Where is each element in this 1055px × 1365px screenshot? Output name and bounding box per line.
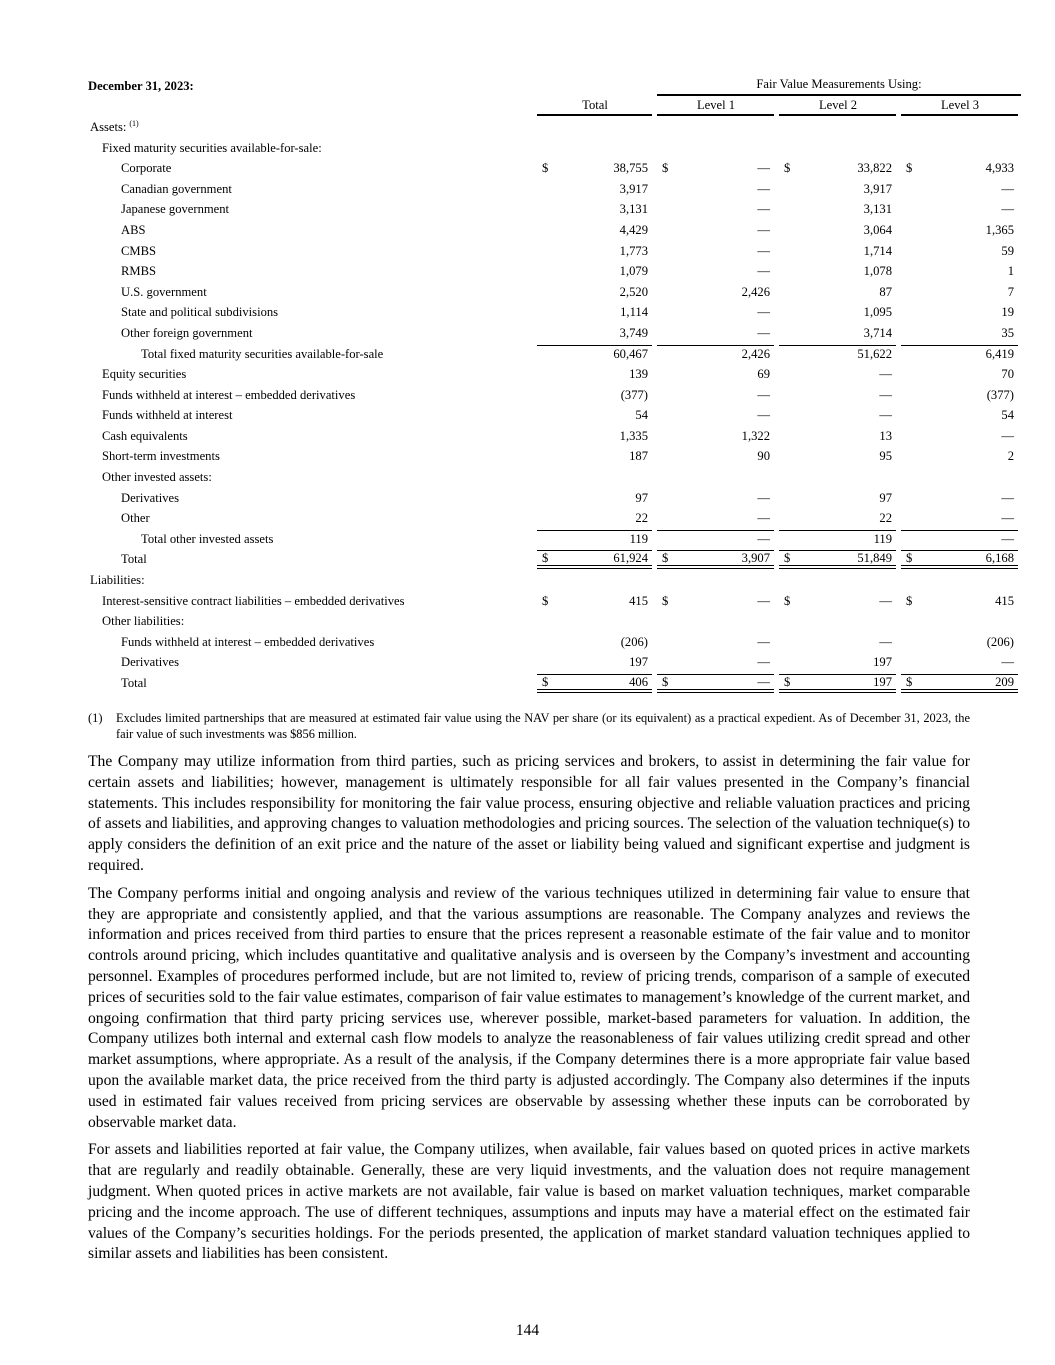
table-row (88, 200, 1021, 221)
currency-symbol: $ (906, 161, 913, 176)
currency-symbol: $ (542, 674, 549, 689)
cell-value: 70 (1001, 367, 1014, 382)
cell-value: — (757, 264, 770, 279)
cell-value: — (757, 490, 770, 505)
cell-value: 6,168 (985, 550, 1014, 565)
cell-value: — (757, 181, 770, 196)
cell-value: — (879, 634, 892, 649)
table-row (88, 117, 1021, 138)
cell-value: 209 (995, 674, 1014, 689)
currency-symbol: $ (784, 550, 791, 565)
cell-value: — (1001, 181, 1014, 196)
cell-value: 90 (757, 449, 770, 464)
currency-symbol: $ (784, 161, 791, 176)
cell-value: 2,426 (741, 284, 770, 299)
table-row (88, 447, 1021, 468)
cell-value: 51,622 (857, 347, 892, 362)
row-label: Equity securities (102, 367, 187, 382)
table-row (88, 488, 1021, 509)
row-label: ABS (121, 222, 146, 237)
cell-value: — (1001, 532, 1014, 547)
table-row (88, 653, 1021, 674)
cell-value: 7 (1007, 284, 1014, 299)
cell-value: — (757, 634, 770, 649)
cell-value: 3,131 (863, 202, 892, 217)
table-row (88, 426, 1021, 447)
cell-value: — (757, 511, 770, 526)
table-row (88, 591, 1021, 612)
cell-value: 415 (995, 593, 1014, 608)
cell-value: 415 (629, 593, 648, 608)
cell-value: 187 (629, 449, 648, 464)
cell-value: (206) (620, 634, 648, 649)
paragraph: For assets and liabilities reported at fair value, the Company utilizes, when available, fair values based on quoted prices in active markets that are regularly and readily obtainable. Generally, these are very liquid investments, and the valuation does not require management judgment. When quoted prices in active markets are not available, fair value is based on market valuation techniques, market comparable pricing and the income approach. The use of different techniques, assumptions and inputs may have a material effect on the estimated fair values of the Company’s securities holdings. For the periods presented, the application of market standard valuation techniques applied to similar assets and liabilities has been consistent. (88, 1141, 970, 1263)
cell-value: 1,079 (619, 264, 648, 279)
table-column-header-row (88, 97, 1021, 118)
cell-value: 1,078 (863, 264, 892, 279)
cell-value: — (757, 222, 770, 237)
row-label: Total fixed maturity securities available-for-sale (141, 346, 384, 361)
cell-value: 1,714 (863, 243, 892, 258)
cell-value: 13 (879, 428, 892, 443)
cell-value: 1,114 (620, 305, 648, 320)
cell-value: (377) (620, 387, 648, 402)
table-row (88, 241, 1021, 262)
cell-value: 61,924 (613, 550, 648, 565)
currency-symbol: $ (784, 593, 791, 608)
cell-value: 95 (879, 449, 892, 464)
fair-value-table (88, 76, 1021, 694)
row-label: Other (121, 511, 150, 526)
cell-value: — (1001, 655, 1014, 670)
cell-value: 2,426 (741, 347, 770, 362)
row-label: CMBS (121, 243, 157, 258)
currency-symbol: $ (906, 593, 913, 608)
table-row (88, 611, 1021, 632)
cell-value: 38,755 (613, 161, 648, 176)
table-row (88, 364, 1021, 385)
cell-value: 3,064 (863, 222, 892, 237)
table-row (88, 529, 1021, 550)
cell-value: 1,335 (619, 428, 648, 443)
currency-symbol: $ (662, 674, 669, 689)
cell-value: 69 (757, 367, 770, 382)
cell-value: 197 (873, 655, 892, 670)
row-label: RMBS (121, 264, 157, 279)
cell-value: 406 (629, 674, 648, 689)
row-label: Assets: (90, 120, 127, 135)
cell-value: 1,773 (619, 243, 648, 258)
fair-value-group-header: Fair Value Measurements Using: (657, 77, 1021, 96)
cell-value: — (757, 243, 770, 258)
table-row (88, 550, 1021, 571)
table-row (88, 508, 1021, 529)
paragraph: The Company performs initial and ongoing analysis and review of the various techniques utilized in determining fair value to ensure that they are appropriate and consistently applied, and that the various assumptions are reasonable. The Company analyzes and reviews the information and prices received from third parties to ensure that the prices represent a reasonable estimate of the fair value and to monitor controls around pricing, which includes quantitative and qualitative analysis and is overseen by the Company’s investment and accounting personnel. Examples of procedures performed include, but are not limited to, review of pricing trends, comparison of a sample of executed prices of securities sold to the fair value estimates, comparison of fair value estimates to management’s knowledge of the current market, and ongoing confirmation that third party pricing services use, wherever possible, market-based parameters for valuation. In addition, the Company utilizes both internal and external cash flow models to analyze the reasonableness of fair values utilizing credit spread and other market assumptions, where appropriate. As a result of the analysis, if the Company determines there is a more appropriate fair value based upon the available market data, the price received from the third party is adjusted accordingly. The Company also determines if the inputs used in estimated fair values received from pricing services are observable by assessing whether these inputs can be corroborated by observable market data. (88, 884, 970, 1131)
cell-value: 1 (1007, 264, 1014, 279)
cell-value: 97 (879, 490, 892, 505)
cell-value: (377) (986, 387, 1014, 402)
body-text (88, 752, 970, 1272)
currency-symbol: $ (542, 550, 549, 565)
column-header-level-3: Level 3 (901, 97, 1018, 116)
column-header-level-1: Level 1 (657, 97, 774, 116)
cell-value: 3,131 (619, 202, 648, 217)
cell-value: — (757, 408, 770, 423)
column-header-total: Total (537, 97, 652, 116)
cell-value: — (757, 593, 770, 608)
page-number: 144 (515, 1322, 540, 1339)
cell-value: 22 (879, 511, 892, 526)
table-row (88, 632, 1021, 653)
cell-value: — (757, 325, 770, 340)
cell-value: 197 (629, 655, 648, 670)
cell-value: — (1001, 511, 1014, 526)
cell-value: — (757, 655, 770, 670)
row-label: Funds withheld at interest – embedded derivatives (121, 634, 375, 649)
footnote-marker: (1) (88, 711, 103, 725)
cell-value: 22 (635, 511, 648, 526)
cell-value: 119 (873, 532, 892, 547)
cell-value: 1,365 (985, 222, 1014, 237)
table-row (88, 220, 1021, 241)
row-label: Derivatives (121, 490, 180, 505)
row-label: Total (121, 676, 147, 691)
cell-value: 3,917 (619, 181, 648, 196)
cell-value: — (879, 367, 892, 382)
cell-value: 87 (879, 284, 892, 299)
cell-value: — (757, 202, 770, 217)
cell-value: — (757, 674, 770, 689)
table-row (88, 158, 1021, 179)
cell-value: — (1001, 490, 1014, 505)
row-label: Interest-sensitive contract liabilities – embedded derivatives (102, 593, 405, 608)
cell-value: — (757, 161, 770, 176)
table-row (88, 303, 1021, 324)
cell-value: 6,419 (985, 347, 1014, 362)
row-label: Funds withheld at interest – embedded derivatives (102, 387, 356, 402)
cell-value: 4,429 (619, 222, 648, 237)
cell-value: — (757, 532, 770, 547)
cell-value: — (879, 387, 892, 402)
cell-value: — (879, 408, 892, 423)
cell-value: 97 (635, 490, 648, 505)
cell-value: 1,095 (863, 305, 892, 320)
column-header-level-2: Level 2 (779, 97, 896, 116)
cell-value: 19 (1001, 305, 1014, 320)
table-row (88, 467, 1021, 488)
cell-value: 119 (629, 532, 648, 547)
table-row (88, 570, 1021, 591)
row-label: Total other invested assets (141, 531, 274, 546)
table-row (88, 344, 1021, 365)
row-label: Canadian government (121, 181, 232, 196)
cell-value: 4,933 (985, 161, 1014, 176)
row-label: Other liabilities: (102, 614, 185, 629)
table-row (88, 323, 1021, 344)
table-row (88, 179, 1021, 200)
cell-value: — (1001, 202, 1014, 217)
cell-value: — (757, 305, 770, 320)
cell-value: 3,917 (863, 181, 892, 196)
currency-symbol: $ (662, 593, 669, 608)
row-label: Other foreign government (121, 325, 253, 340)
cell-value: 54 (1001, 408, 1014, 423)
cell-value: 60,467 (613, 347, 648, 362)
cell-value: — (757, 387, 770, 402)
cell-value: 54 (635, 408, 648, 423)
cell-value: (206) (986, 634, 1014, 649)
cell-value: 35 (1001, 325, 1014, 340)
row-label: Cash equivalents (102, 428, 188, 443)
cell-value: 33,822 (857, 161, 892, 176)
currency-symbol: $ (784, 674, 791, 689)
cell-value: 3,907 (741, 550, 770, 565)
row-label: Corporate (121, 161, 172, 176)
cell-value: 51,849 (857, 550, 892, 565)
currency-symbol: $ (662, 550, 669, 565)
footnote-reference: (1) (129, 119, 139, 129)
cell-value: 139 (629, 367, 648, 382)
row-label: Liabilities: (90, 573, 145, 588)
table-row (88, 673, 1021, 694)
cell-value: 1,322 (741, 428, 770, 443)
cell-value: 197 (873, 674, 892, 689)
row-label: Japanese government (121, 202, 230, 217)
cell-value: — (879, 593, 892, 608)
table-row (88, 138, 1021, 159)
row-label: Short-term investments (102, 449, 220, 464)
currency-symbol: $ (542, 593, 549, 608)
row-label: Derivatives (121, 655, 180, 670)
table-row (88, 261, 1021, 282)
currency-symbol: $ (662, 161, 669, 176)
cell-value: 2 (1007, 449, 1014, 464)
footnote-text: Excludes limited partnerships that are measured at estimated fair value using the NAV per share (or its equivalent) as a practical expedient. As of December 31, 2023, the fair value of such investments was $856 million. (116, 711, 970, 741)
row-label: Other invested assets: (102, 470, 212, 485)
cell-value: 59 (1001, 243, 1014, 258)
cell-value: — (1001, 428, 1014, 443)
row-label: U.S. government (121, 284, 207, 299)
currency-symbol: $ (542, 161, 549, 176)
table-row (88, 385, 1021, 406)
footnote (88, 710, 970, 742)
cell-value: 3,749 (619, 325, 648, 340)
currency-symbol: $ (906, 674, 913, 689)
row-label: Fixed maturity securities available-for-sale: (102, 140, 322, 155)
row-label: Total (121, 552, 147, 567)
currency-symbol: $ (906, 550, 913, 565)
table-group-header-row (88, 76, 1021, 97)
table-row (88, 282, 1021, 303)
row-label: Funds withheld at interest (102, 408, 233, 423)
row-label: State and political subdivisions (121, 305, 279, 320)
cell-value: 3,714 (863, 325, 892, 340)
table-date-label: December 31, 2023: (88, 78, 194, 93)
cell-value: 2,520 (619, 284, 648, 299)
paragraph: The Company may utilize information from third parties, such as pricing services and brokers, to assist in determining the fair value for certain assets and liabilities; however, management is ultimately responsible for all fair values presented in the Company’s financial statements. This includes responsibility for monitoring the fair value process, ensuring objective and reliable valuation practices and pricing of assets and liabilities, and approving changes to valuation methodologies and pricing sources. The selection of the valuation technique(s) to apply considers the definition of an exit price and the nature of the asset or liability being valued and significant expertise and judgment is required. (88, 753, 970, 874)
table-row (88, 406, 1021, 427)
